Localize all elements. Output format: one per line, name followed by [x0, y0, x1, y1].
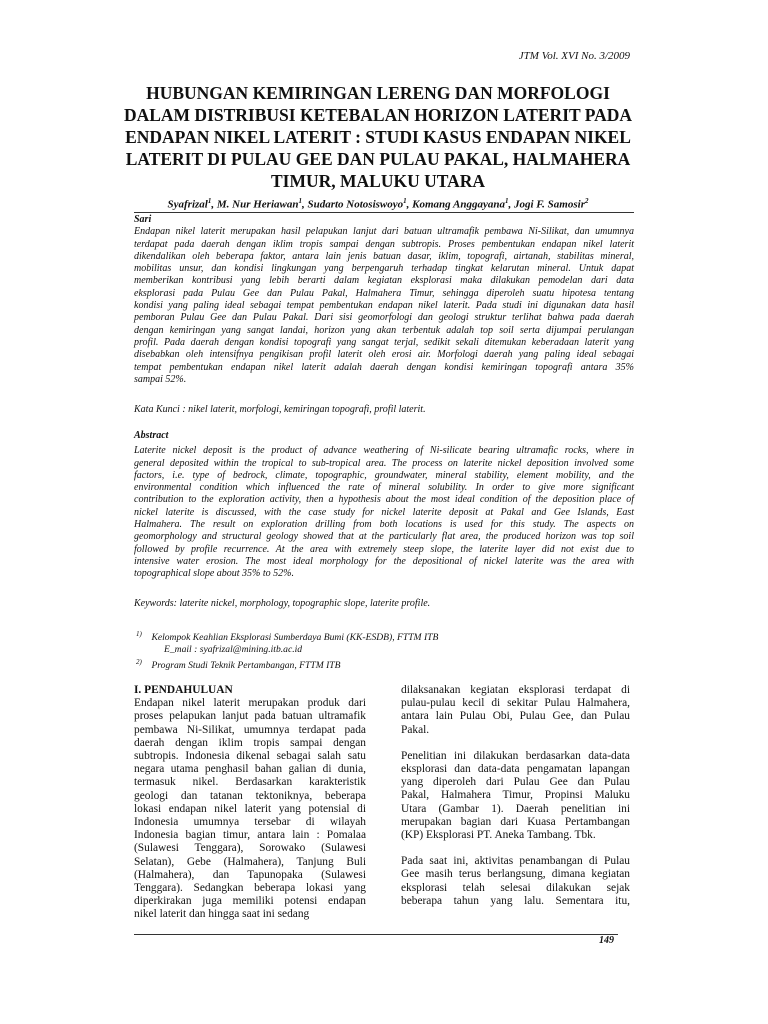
sari-line: sampai 52%. — [134, 373, 187, 385]
sari-line: dengan kemiringan yang sangat landai, horizon yang akan terbentuk adalah top soil serta dijumpai perulangan — [134, 324, 634, 336]
body-line: Gee masih terus berlangsung, dimana kegiatan — [401, 868, 630, 881]
body-line: Endapan nikel laterit merupakan produk dari — [134, 697, 366, 710]
abstract-line: intensive water erosion. The most ideal morphology for the depositional of nickel laterite was the area with — [134, 555, 634, 567]
sari-line: mobilitas unsur, dan kondisi lingkungan yang berpengaruh terhadap tingkat kelarutan mineral. Untuk dapat — [134, 263, 634, 275]
body-line: yang diperoleh dari Pulau Gee dan Pulau — [401, 776, 630, 789]
footnote — [136, 656, 438, 672]
sari-line: tempat pembentukan endapan nikel laterit adalah daerah dengan kondisi kemiringan topografi antara 35% — [134, 361, 634, 373]
sari-line: kondisi yang paling ideal sebagai tempat pembentukan endapan nikel laterit. Pada studi ini digunakan data hasil — [134, 300, 634, 312]
sari-line: terdapat pada daerah dengan iklim tropis sampai dengan subtropis. Proses pembentukan endapan nikel laterit — [134, 238, 634, 250]
journal-header: JTM Vol. XVI No. 3/2009 — [518, 50, 630, 62]
abstract-line: geomorphology and structural geology showed that at the particularly flat area, the produced horizon was top soil — [134, 531, 634, 543]
body-line: subtropis. Indonesia dikenal sebagai salah satu — [134, 750, 366, 763]
body-line: pembawa Ni-Silikat, umumnya terdapat pada — [134, 723, 366, 736]
footnote-text: Kelompok Keahlian Eksplorasi Sumberdaya Bumi (KK-ESDB), FTTM ITB — [151, 632, 439, 644]
author-name: Komang Anggayana — [412, 198, 505, 211]
abstract-section — [134, 430, 634, 581]
body-line: Penelitian ini dilakukan berdasarkan data-data — [401, 749, 630, 762]
body-line: Tenggara). Sedangkan beberapa lokasi yang — [134, 882, 366, 895]
body-line: daerah dengan iklim tropis sampai dengan — [134, 736, 366, 749]
author-name: Jogi F. Samosir — [513, 198, 585, 211]
sari-line: dikendalikan oleh beberapa faktor, antara lain jenis batuan dasar, iklim, topografi, airtanah, stabilitas mineral, — [134, 250, 634, 262]
body-line: antara lain Pulau Obi, Pulau Gee, dan Pulau — [401, 710, 630, 723]
sari-line: disebabkan oleh intensifnya pengikisan profil laterit oleh erosi air. Morfologi daerah yang paling ideal sebagai — [134, 349, 634, 361]
footnotes — [136, 628, 438, 672]
right-paragraph-3 — [401, 855, 630, 908]
sari-body — [134, 226, 634, 386]
body-line: proses pelapukan lanjut pada batuan ultramafik — [134, 710, 366, 723]
body-line: pulau-pulau kecil di sekitar Pulau Halmahera, — [401, 697, 630, 710]
body-line: diperkirakan juga memiliki potensi endapan — [134, 895, 366, 908]
footnote — [136, 644, 438, 656]
sari-line: Endapan nikel laterit merupakan hasil pelapukan lanjut dari batuan ultramafik pembawa Ni-Silikat, dan umumnya — [134, 226, 634, 238]
author-affiliation-mark: 2 — [584, 197, 589, 205]
divider — [134, 212, 634, 213]
body-line: Indonesia umumnya tersebar di wilayah — [134, 816, 366, 829]
footer-rule — [134, 934, 618, 935]
body-line: termasuk nikel. Berdasarkan karakteristik — [134, 776, 366, 789]
body-line: geologi dan tatanan tektoniknya, beberapa — [134, 789, 366, 802]
sari-line: eksplorasi pada Pulau Gee dan Pulau Pakal, Halmahera Timur, sehingga diperoleh suatu hipotesa tentang — [134, 287, 634, 299]
title-line: LATERIT DI PULAU GEE DAN PULAU PAKAL, HALMAHERA — [125, 149, 631, 169]
section-heading: I. PENDAHULUAN — [134, 684, 233, 696]
body-line: eksplorasi telah selesai dilakukan sejak — [401, 881, 630, 894]
footnote-mark: 2) — [136, 658, 142, 667]
sari-line: pemboran Pulau Gee dan Pulau Pakal. Dari sisi geomorfologi dan geologi struktur terlihat bahwa pada daerah — [134, 312, 634, 324]
footnote-text: Program Studi Teknik Pertambangan, FTTM ITB — [151, 660, 341, 672]
abstract-line: factors, i.e. type of bedrock, climate, topographic, groundwater, mineral stability, element mobility, and the — [134, 469, 634, 481]
sari-section — [134, 214, 634, 386]
body-line: Utara (Gambar 1). Daerah penelitian ini — [401, 802, 630, 815]
title-line: DALAM DISTRIBUSI KETEBALAN HORIZON LATERIT PADA — [123, 105, 633, 125]
body-line: Pada saat ini, aktivitas penambangan di Pulau — [401, 855, 630, 868]
paper-title — [118, 82, 638, 192]
body-line: Indonesia bagian timur, antara lain : Pomalaa — [134, 829, 366, 842]
right-paragraph-2 — [401, 750, 630, 842]
author-name: Syafrizal — [167, 198, 208, 211]
author-affiliation-mark: 1 — [403, 197, 407, 205]
body-line: Pakal, Halmahera Timur, Propinsi Maluku — [401, 789, 630, 802]
abstract-line: Laterite nickel deposit is the product of advance weathering of Ni-silicate bearing ultramafic rocks, where in — [134, 445, 634, 457]
title-line: TIMUR, MALUKU UTARA — [270, 171, 486, 191]
abstract-line: Halmahera. The result on exploration drilling from both locations is used for this study. The aspects on — [134, 519, 634, 531]
author-name: Sudarto Notosiswoyo — [307, 198, 404, 211]
footnote-text: E_mail : syafrizal@mining.itb.ac.id — [164, 644, 303, 656]
right-column — [401, 684, 630, 908]
sari-line: profil. Pada daerah dengan kondisi topografi yang sangat terjal, sedikit sekali ditemukan keberadaan laterit yang — [134, 336, 634, 348]
body-line: dilaksanakan kegiatan eksplorasi terdapat di — [401, 684, 630, 696]
left-column — [134, 684, 366, 922]
sari-line: memberikan kontribusi yang lebih berarti dalam kegiatan eksplorasi maka dilakukan pemodelan dari data — [134, 275, 634, 287]
body-line: merupakan bagian dari Kuasa Pertambangan — [401, 815, 630, 828]
body-line: (KP) Eksplorasi PT. Aneka Tambang. Tbk. — [401, 829, 596, 842]
author-list: Syafrizal$^1$, M. Nur Heriawan$^1$, Sudarto Notosiswoyo$^1$, Komang Anggayana$^1$, Jogi F. Samosir$^2$ — [167, 197, 589, 211]
body-line: Pakal. — [401, 723, 430, 736]
abstract-line: contribution to the exploration activity, then a hypothesis about the most ideal condition of the deposition place of — [134, 494, 634, 506]
footnote-mark: 1) — [136, 630, 142, 638]
author-affiliation-mark: 1 — [207, 197, 212, 205]
abstract-line: environmental condition which influenced the rate of mineral solubility. In order to give more significant — [134, 482, 634, 494]
author-affiliation-mark: 1 — [504, 197, 509, 205]
author-affiliation-mark: 1 — [298, 197, 302, 205]
body-line: eksplorasi dan data-data pengamatan lapangan — [401, 763, 630, 776]
kata-kunci: Kata Kunci : nikel laterit, morfologi, kemiringan topografi, profil laterit. — [134, 404, 426, 415]
keywords: Keywords: laterite nickel, morphology, topographic slope, laterite profile. — [134, 598, 431, 609]
author-name: M. Nur Heriawan — [216, 198, 299, 211]
abstract-line: followed by profile recurrence. At the area with extremely steep slope, the laterite layer did not exist due to — [134, 543, 634, 555]
footnote — [136, 628, 438, 644]
body-line: negara utama penghasil bahan galian di dunia, — [134, 763, 366, 776]
sari-heading: Sari — [134, 214, 152, 225]
left-column-body — [134, 697, 366, 921]
body-line: Selatan), Gebe (Halmahera), Tanjung Buli — [134, 855, 366, 868]
body-line: nikel laterit dan hingga saat ini sedang — [134, 908, 310, 921]
abstract-heading: Abstract — [134, 430, 169, 441]
abstract-line: nickel laterite is discussed, with the case study for nickel laterite deposit at Pakal and Gee Islands, East — [134, 506, 634, 518]
title-line: ENDAPAN NIKEL LATERIT : STUDI KASUS ENDAPAN NIKEL — [125, 127, 631, 147]
page-number: 149 — [599, 935, 614, 946]
title-line: HUBUNGAN KEMIRINGAN LERENG DAN MORFOLOGI — [146, 83, 610, 103]
right-paragraph-1 — [401, 684, 630, 737]
abstract-body — [134, 445, 634, 580]
abstract-line: topographical slope about 35% to 52%. — [134, 568, 294, 580]
abstract-line: general deposited within the tropical to sub-tropical area. The process on laterite nickel deposition involved some — [134, 457, 634, 469]
body-line: beberapa tahun yang lalu. Sementara itu, — [401, 894, 630, 907]
body-line: (Halmahera), dan Tapunopaka (Sulawesi — [134, 868, 366, 881]
body-line: (Sulawesi Tenggara), Sorowako (Sulawesi — [134, 842, 366, 855]
body-line: lokasi endapan nikel laterit yang potensial di — [134, 802, 366, 815]
